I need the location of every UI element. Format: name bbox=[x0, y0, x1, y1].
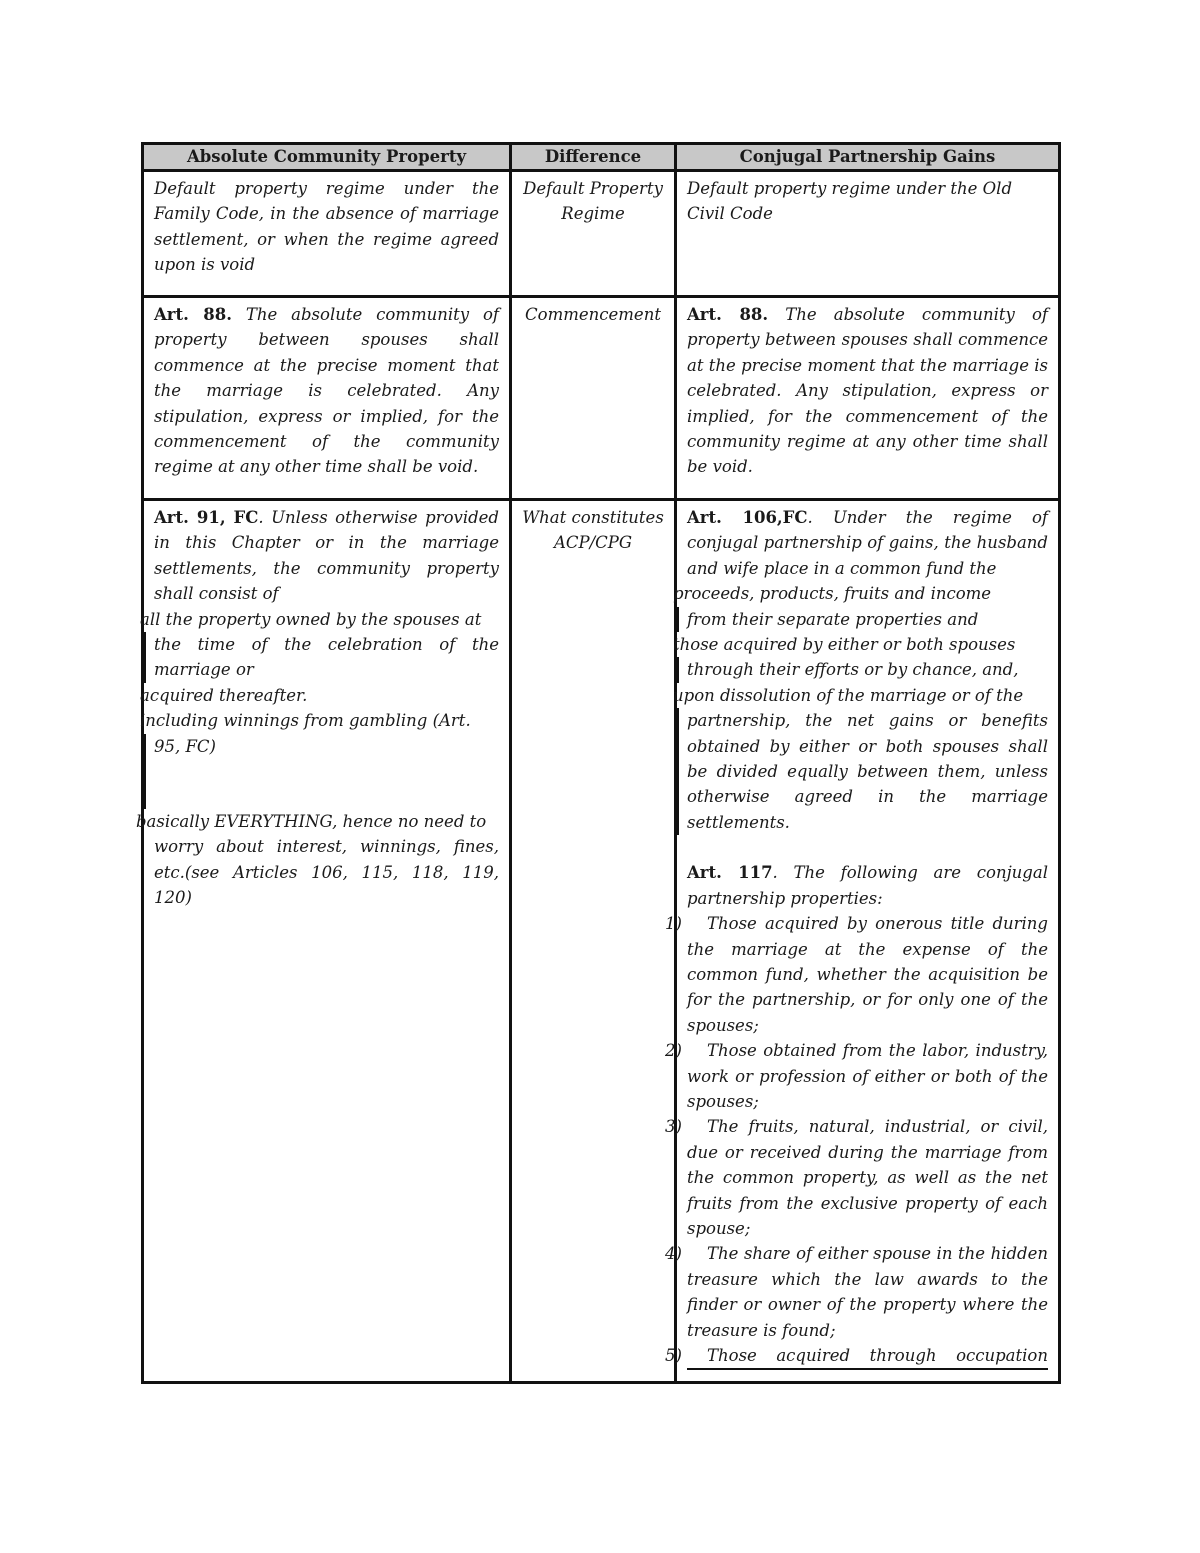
list-text: The share of either spouse in the hidden treasure which the law awards to the finder or owner of the property where the treasure is found; bbox=[687, 1244, 1048, 1340]
list-text: Those acquired by onerous title during the marriage at the expense of the common fund, whether the acquisition be for the partnership, or for only one of the spouses; bbox=[687, 914, 1048, 1035]
header-difference: Difference bbox=[511, 144, 676, 171]
list-text: Those acquired through occupation bbox=[707, 1346, 1048, 1365]
list-item: upon dissolution of the marriage or of the bbox=[673, 685, 1024, 705]
acp-cell bbox=[143, 297, 511, 500]
table-row bbox=[143, 171, 1060, 297]
difference-default-regime: Default Property Regime bbox=[523, 179, 663, 224]
divider bbox=[144, 759, 499, 809]
list-text: Those obtained from the labor, industry, work or profession of either or both of the spouses; bbox=[687, 1041, 1048, 1111]
table-row bbox=[143, 297, 1060, 500]
cpg-cell bbox=[676, 171, 1060, 297]
list-number: 4) bbox=[665, 1244, 682, 1264]
article-text: The absolute community of property between spouses shall commence at the precise moment that the marriage is celebrated. Any stipulation, express or implied, for the commencement of the community regime at any other time shall be void. bbox=[687, 305, 1048, 477]
art91-intro bbox=[154, 505, 499, 607]
list-item: from their separate properties and bbox=[677, 607, 1048, 632]
header-cpg: Conjugal Partnership Gains bbox=[676, 144, 1060, 171]
list-item bbox=[665, 1241, 1048, 1343]
list-item bbox=[665, 1038, 1048, 1114]
list-item: partnership, the net gains or benefits obtained by either or both spouses shall be divided equally between them, unless otherwise agreed in the marriage settlements. bbox=[677, 708, 1048, 835]
article-label: Art. 91, FC bbox=[154, 508, 259, 527]
list-number: 5) bbox=[665, 1346, 682, 1365]
list-item: proceeds, products, fruits and income bbox=[673, 584, 992, 604]
list-text: The fruits, natural, industrial, or civil, due or received during the marriage from the common property, as well as the net fruits from the exclusive property of each spouse; bbox=[687, 1117, 1048, 1238]
cpg-cell bbox=[676, 297, 1060, 500]
difference-commencement: Commencement bbox=[525, 305, 661, 324]
default-regime-cpg: Default property regime under the Old Civil Code bbox=[687, 179, 1013, 224]
article-label: Art. 106,FC bbox=[687, 508, 808, 527]
header-row bbox=[143, 144, 1060, 171]
difference-what-constitutes: What constitutes ACP/CPG bbox=[522, 508, 664, 553]
list-item bbox=[665, 1343, 1048, 1370]
list-item: the time of the celebration of the marriage or bbox=[144, 632, 499, 683]
article-label: Art. 88. bbox=[154, 305, 232, 324]
default-regime-acp: Default property regime under the Family Code, in the absence of marriage settlement, or when the regime agreed upon is void bbox=[154, 179, 499, 275]
acp-cell bbox=[136, 500, 511, 1383]
article-text: . Under the regime of conjugal partnership of gains, the husband and wife place in a common fund the bbox=[687, 508, 1049, 578]
list-number: 2) bbox=[665, 1041, 682, 1061]
article-label: Art. 117 bbox=[687, 863, 773, 883]
article-text: . The following are conjugal partnership properties: bbox=[687, 863, 1048, 908]
article-text: The absolute community of property between spouses shall commence at the precise moment that the marriage is celebrated. Any stipulation, express or implied, for the commencement of the community regime at any other time shall be void. bbox=[154, 305, 500, 477]
list-number: 3) bbox=[665, 1117, 682, 1137]
article-text: . Unless otherwise provided in this Chapter or in the marriage settlements, the community property shall consist of bbox=[154, 508, 499, 604]
art88-acp bbox=[154, 302, 499, 480]
list-item: 95, FC) bbox=[144, 734, 499, 759]
comparison-table bbox=[136, 142, 1061, 1384]
list-number: 1) bbox=[665, 914, 682, 934]
difference-cell bbox=[511, 171, 676, 297]
list-item bbox=[665, 1114, 1048, 1241]
everything-note: basically EVERYTHING, hence no need to bbox=[136, 812, 487, 832]
cpg-cell bbox=[665, 500, 1060, 1383]
list-item: acquired thereafter. bbox=[140, 685, 308, 705]
list-item: all the property owned by the spouses at bbox=[140, 609, 482, 629]
art117-intro bbox=[687, 860, 1048, 911]
list-item: including winnings from gambling (Art. bbox=[140, 711, 471, 731]
list-item: those acquired by either or both spouses bbox=[673, 635, 1016, 655]
difference-cell bbox=[511, 297, 676, 500]
table-row bbox=[143, 500, 1060, 1383]
list-item: through their efforts or by chance, and, bbox=[677, 657, 1048, 682]
article-label: Art. 88. bbox=[687, 305, 769, 324]
acp-cell bbox=[143, 171, 511, 297]
list-item bbox=[665, 911, 1048, 1038]
everything-note-cont: worry about interest, winnings, fines, etc.(see Articles 106, 115, 118, 119, 120) bbox=[154, 837, 499, 908]
header-acp: Absolute Community Property bbox=[143, 144, 511, 171]
art106-intro bbox=[687, 505, 1048, 581]
art88-cpg bbox=[687, 302, 1048, 480]
